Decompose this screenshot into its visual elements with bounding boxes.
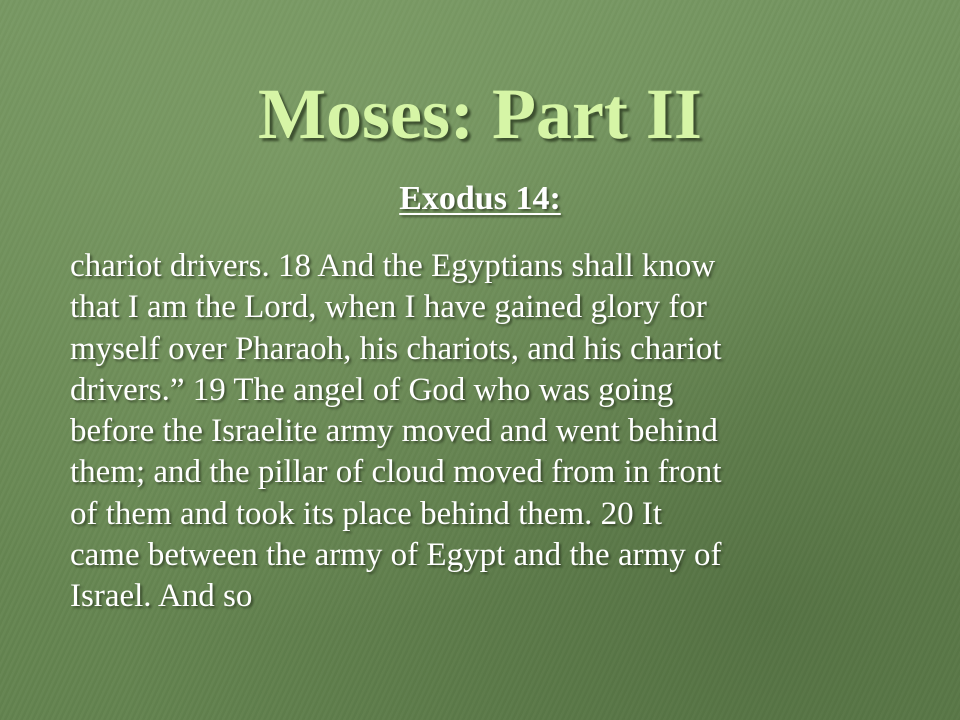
passage-line: of them and took its place behind them. 20 It	[70, 495, 663, 532]
scripture-reference: Exodus 14:	[399, 180, 561, 217]
scripture-passage	[70, 246, 928, 618]
passage-line: myself over Pharaoh, his chariots, and his chariot	[70, 330, 722, 367]
passage-line: drivers.” 19 The angel of God who was going	[70, 371, 674, 408]
passage-line: came between the army of Egypt and the army of	[70, 537, 722, 574]
passage-line: chariot drivers. 18 And the Egyptians shall know	[70, 248, 716, 284]
passage-line: them; and the pillar of cloud moved from in front	[70, 454, 722, 491]
passage-line: before the Israelite army moved and went behind	[70, 413, 718, 450]
slide-title: Moses: Part II	[258, 74, 702, 154]
passage-line: Israel. And so	[70, 578, 253, 615]
passage-line: that I am the Lord, when I have gained glory for	[70, 289, 707, 326]
